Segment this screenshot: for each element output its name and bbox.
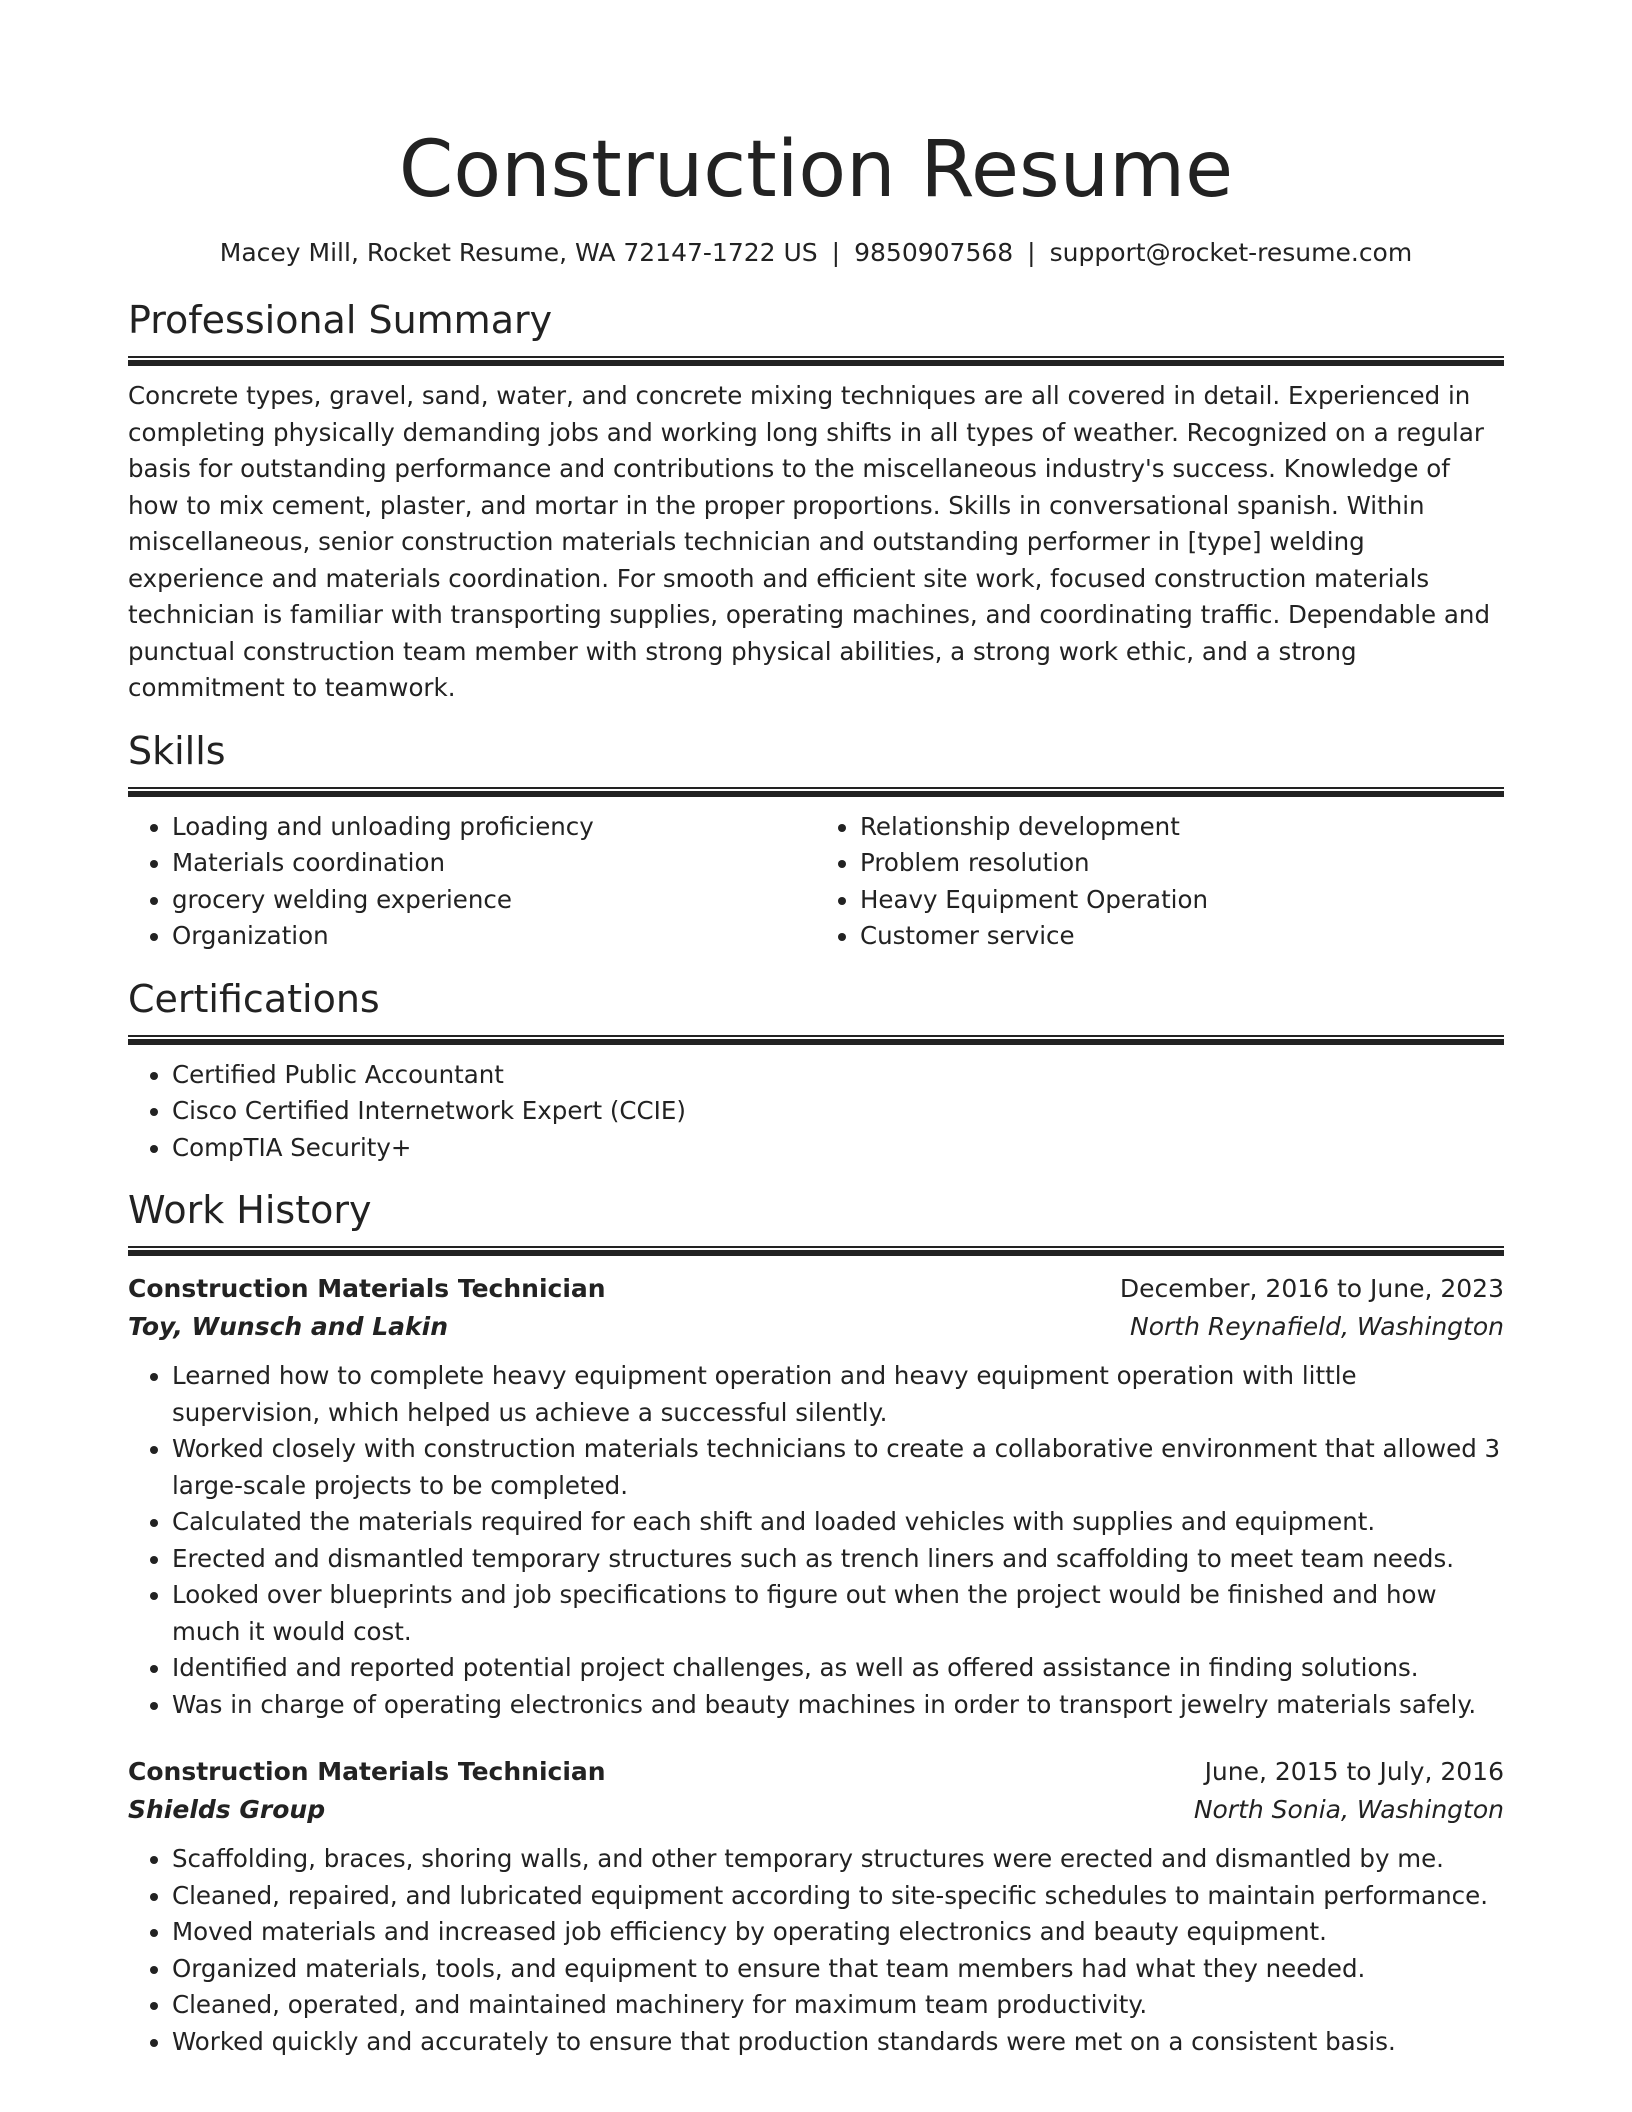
contact-phone: 9850907568	[854, 238, 1014, 267]
job-bullet: • Organized materials, tools, and equipment to ensure that team members had what they needed.	[172, 1951, 1504, 1988]
skills-heading: Skills	[128, 728, 226, 773]
job-bullet: • Worked closely with construction materials technicians to create a collaborative environment that allowed 3 large-scale projects to be completed.	[172, 1431, 1504, 1504]
skill-item: • Relationship development	[860, 809, 1504, 846]
work-history-section	[128, 1186, 1504, 2060]
job-company: Toy, Wunsch and Lakin	[128, 1312, 448, 1341]
section-divider	[128, 1035, 1504, 1045]
job-bullet: • Cleaned, operated, and maintained machinery for maximum team productivity.	[172, 1987, 1504, 2024]
summary-heading: Professional Summary	[128, 298, 553, 342]
job-bullet: • Moved materials and increased job efficiency by operating electronics and beauty equipment.	[172, 1914, 1504, 1951]
skills-section	[128, 727, 1504, 955]
skill-item: • Organization	[172, 918, 816, 955]
job-bullet: • Erected and dismantled temporary structures such as trench liners and scaffolding to meet team needs.	[172, 1541, 1504, 1578]
section-divider	[128, 356, 1504, 366]
skill-item: • Heavy Equipment Operation	[860, 882, 1504, 919]
job-header-row	[128, 1270, 1504, 1308]
contact-separator: |	[831, 238, 841, 267]
skill-item: • Problem resolution	[860, 845, 1504, 882]
job-title: Construction Materials Technician	[128, 1757, 606, 1786]
job-subheader-row	[128, 1308, 1504, 1346]
job-bullet: • Cleaned, repaired, and lubricated equipment according to site-specific schedules to maintain performance.	[172, 1878, 1504, 1915]
job-subheader-row	[128, 1791, 1504, 1829]
section-divider	[128, 787, 1504, 797]
job-bullet: • Worked quickly and accurately to ensure that production standards were met on a consistent basis.	[172, 2024, 1504, 2061]
job-company: Shields Group	[128, 1795, 326, 1824]
skills-list-right	[816, 809, 1504, 955]
job-bullet: • Looked over blueprints and job specifications to figure out when the project would be finished and how much it would cost.	[172, 1577, 1504, 1650]
skill-item: • Customer service	[860, 918, 1504, 955]
job-bullet: • Identified and reported potential project challenges, as well as offered assistance in finding solutions.	[172, 1650, 1504, 1687]
job-bullet: • Scaffolding, braces, shoring walls, and other temporary structures were erected and dismantled by me.	[172, 1841, 1504, 1878]
skill-item: • Materials coordination	[172, 845, 816, 882]
skills-list-left	[128, 809, 816, 955]
job-bullet-list	[128, 1358, 1504, 1723]
skill-item: • grocery welding experience	[172, 882, 816, 919]
summary-section	[128, 296, 1504, 707]
section-divider	[128, 1246, 1504, 1256]
contact-line	[128, 236, 1504, 270]
job-header-row	[128, 1753, 1504, 1791]
job-bullet: • Learned how to complete heavy equipment operation and heavy equipment operation with little supervision, which helped us achieve a successful silently.	[172, 1358, 1504, 1431]
contact-separator: |	[1027, 238, 1036, 267]
skill-item: • Loading and unloading proficiency	[172, 809, 816, 846]
job-dates: December, 2016 to June, 2023	[1119, 1274, 1504, 1303]
job-dates: June, 2015 to July, 2016	[1204, 1757, 1504, 1786]
skills-columns	[128, 809, 1504, 955]
job-entry	[128, 1270, 1504, 1723]
certifications-list	[128, 1057, 1504, 1167]
job-entry	[128, 1753, 1504, 2060]
certification-item: • Certified Public Accountant	[172, 1057, 1504, 1094]
job-bullet-list	[128, 1841, 1504, 2060]
work-history-heading: Work History	[128, 1188, 372, 1232]
summary-text: Concrete types, gravel, sand, water, and concrete mixing techniques are all covered in detail. Experienced in completing physically demanding jobs and working long shifts in all types of weather. Recognized on a regular basis for outstanding performance and contributions to the miscellaneous industry's success. Knowledge of how to mix cement, plaster, and mortar in the proper proportions. Skills in conversational spanish. Within miscellaneous, senior construction materials technician and outstanding performer in [type] welding experience and materials coordination. For smooth and efficient site work, focused construction materials technician is familiar with transporting supplies, operating machines, and coordinating traffic. Dependable and punctual construction team member with strong physical abilities, a strong work ethic, and a strong commitment to teamwork.	[128, 381, 1490, 702]
certification-item: • CompTIA Security+	[172, 1130, 1504, 1167]
resume-title: Construction Resume	[398, 125, 1234, 215]
contact-address: Macey Mill, Rocket Resume, WA 72147-1722 US	[219, 238, 818, 267]
certifications-heading: Certifications	[128, 976, 380, 1021]
job-location: North Sonia, Washington	[1193, 1795, 1504, 1824]
job-location: North Reynafield, Washington	[1130, 1312, 1504, 1341]
certification-item: • Cisco Certified Internetwork Expert (CCIE)	[172, 1093, 1504, 1130]
job-bullet: • Was in charge of operating electronics and beauty machines in order to transport jewelry materials safely.	[172, 1687, 1504, 1724]
job-bullet: • Calculated the materials required for each shift and loaded vehicles with supplies and equipment.	[172, 1504, 1504, 1541]
certifications-section	[128, 975, 1504, 1167]
contact-email: support@rocket-resume.com	[1049, 238, 1413, 267]
job-title: Construction Materials Technician	[128, 1274, 606, 1303]
